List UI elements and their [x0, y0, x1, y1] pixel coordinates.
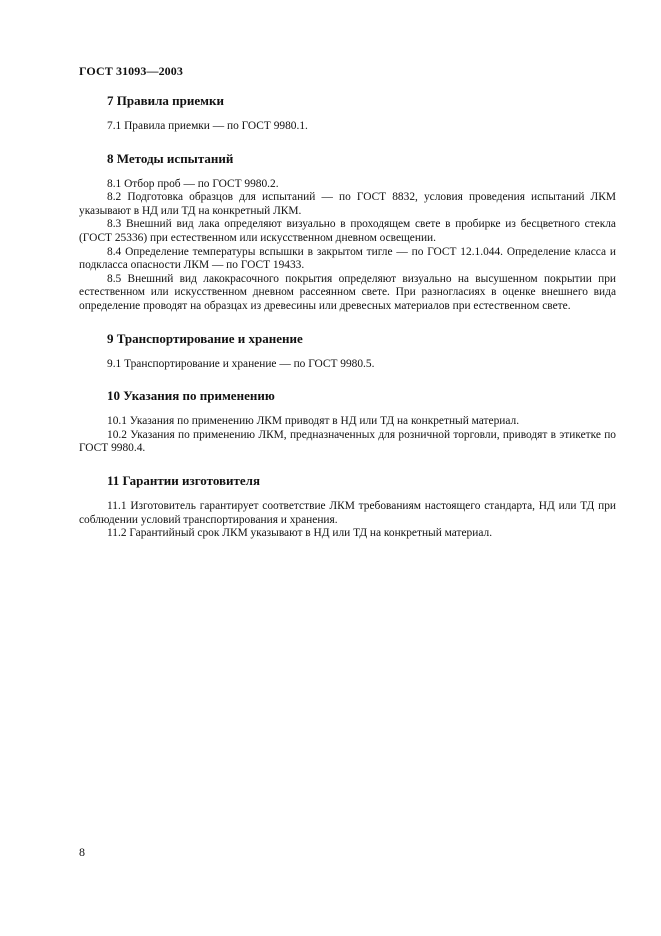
section-10 — [79, 388, 616, 456]
section-7 — [79, 93, 616, 134]
paragraph: 8.3 Внешний вид лака определяют визуально в проходящем свете в пробирке из бесцветного стекла (ГОСТ 25336) при естественном или искусственном дневном освещении. — [79, 218, 616, 244]
section-title: 8 Методы испытаний — [107, 150, 234, 166]
paragraph: 8.1 Отбор проб — по ГОСТ 9980.2. — [107, 177, 279, 190]
document-body — [79, 93, 616, 541]
paragraph: 8.4 Определение температуры вспышки в закрытом тигле — по ГОСТ 12.1.044. Определение класса и подкласса опасности ЛКМ — по ГОСТ 19433. — [79, 245, 616, 272]
paragraph: 7.1 Правила приемки — по ГОСТ 9980.1. — [107, 120, 308, 132]
paragraph: 9.1 Транспортирование и хранение — по ГОСТ 9980.5. — [107, 357, 375, 370]
section-title: 9 Транспортирование и хранение — [107, 330, 303, 346]
paragraph: 11.2 Гарантийный срок ЛКМ указывают в НД или ТД на конкретный материал. — [107, 527, 493, 540]
section-title: 10 Указания по применению — [107, 388, 275, 404]
page-number: 8 — [79, 845, 85, 859]
section-9 — [79, 331, 616, 372]
paragraph: 8.5 Внешний вид лакокрасочного покрытия определяют визуально на высушенном покрытии при естественном или искусственном дневном рассеянном свете. При разногласиях в оценке внешнего вида определение проводят на образцах из древесины или древесных материалов при естественном свете. — [79, 272, 616, 312]
section-8 — [79, 151, 616, 314]
section-title: 7 Правила приемки — [107, 93, 224, 108]
paragraph: 11.1 Изготовитель гарантирует соответствие ЛКМ требованиям настоящего стандарта, НД или ТД при соблюдении условий транспортирования и хранения. — [79, 499, 616, 526]
paragraph: 8.2 Подготовка образцов для испытаний — по ГОСТ 8832, условия проведения испытаний ЛКМ указывают в НД или ТД на конкретный ЛКМ. — [79, 191, 616, 217]
paragraph: 10.2 Указания по применению ЛКМ, предназначенных для розничной торговли, приводят в этикетке по ГОСТ 9980.4. — [79, 428, 616, 455]
paragraph: 10.1 Указания по применению ЛКМ приводят в НД или ТД на конкретный материал. — [107, 415, 520, 428]
section-title: 11 Гарантии изготовителя — [107, 472, 261, 488]
standard-header: ГОСТ 31093—2003 — [79, 64, 183, 78]
section-11 — [79, 473, 616, 541]
